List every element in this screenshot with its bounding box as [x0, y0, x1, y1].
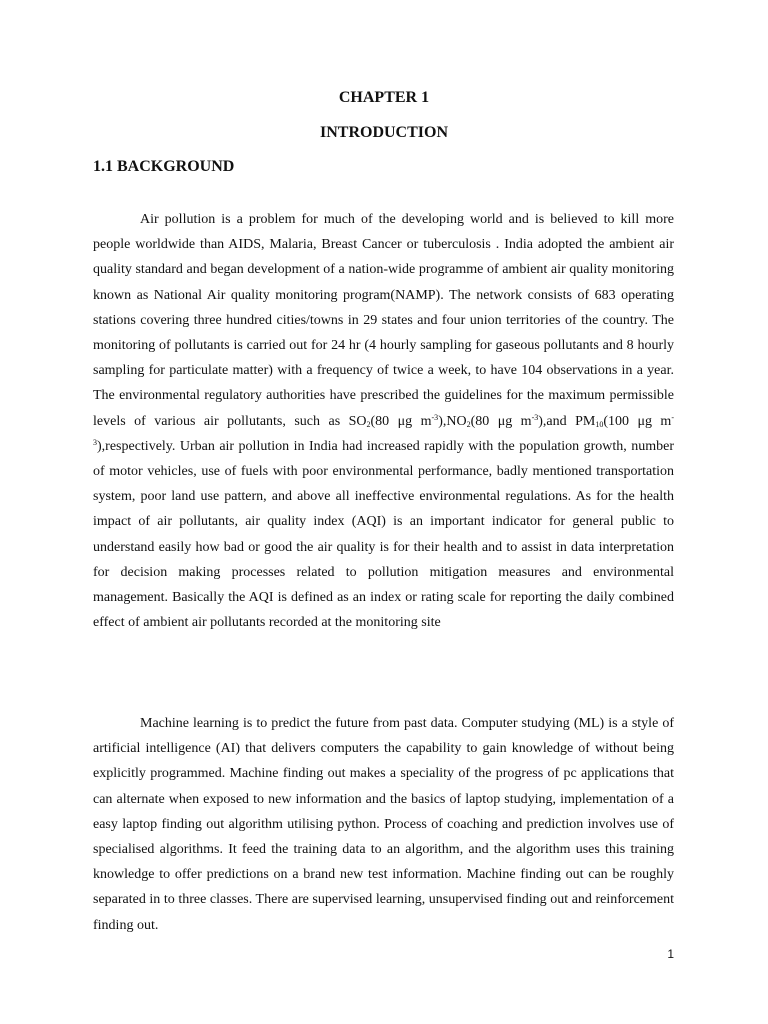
chapter-title: INTRODUCTION [319, 124, 448, 141]
no2-unit-exponent: -3 [531, 412, 539, 422]
so2-limit: (80 μg m [370, 413, 432, 429]
section-heading: 1.1 BACKGROUND [93, 158, 235, 175]
no2-limit: (80 μg m [470, 413, 532, 429]
chapter-label: CHAPTER 1 [338, 89, 430, 106]
paragraph-machine-learning: Machine learning is to predict the future from past data. Computer studying (ML) is a style of artificial intelligence (AI) that delivers computers the capability to gain knowledge of without being explicitly programmed. Machine finding out makes a speciality of the progress of pc applications that can alternate when exposed to new information and the basics of laptop studying, implementation of a easy laptop finding out algorithm utilising python. Process of coaching and prediction involves use of specialised algorithms. It feed the training data to an algorithm, and the algorithm uses this training knowledge to offer predictions on a brand new test information. Machine finding out can be roughly separated in to three classes. There are supervised learning, unsupervised finding out and reinforcement finding out. [93, 716, 674, 933]
paragraph-air-pollution [93, 207, 674, 635]
pm-subscript: 10 [595, 419, 604, 429]
paragraph-text-continued: ),respectively. Urban air pollution in India had increased rapidly with the population growth, number of motor vehicles, use of fuels with poor environmental performance, badly mentioned transportation system, poor land use pattern, and above all ineffective environmental regulations. As for the health impact of air pollutants, air quality index (AQI) is an important indicator for general public to understand easily how bad or good the air quality is for their health and to assist in data interpretation for decision making processes related to pollution mitigation measures and environmental management. Basically the AQI is defined as an index or rating scale for reporting the daily combined effect of ambient air pollutants recorded at the monitoring site [93, 438, 674, 631]
no2-subscript: 2 [466, 419, 471, 429]
pm-limit: (100 μg m [603, 413, 672, 429]
so2-subscript: 2 [366, 419, 371, 429]
pm-unit-exponent: -3 [93, 412, 674, 447]
pm-label: ),and PM [538, 413, 596, 429]
no2-label: ),NO [438, 413, 467, 429]
paragraph-text: Air pollution is a problem for much of the developing world and is believed to kill more people worldwide than AIDS, Malaria, Breast Cancer or tuberculosis . India adopted the ambient air quality standard and began development of a nation-wide programme of ambient air quality monitoring known as National Air quality monitoring program(NAMP). The network consists of 683 operating stations covering three hundred cities/towns in 29 states and four union territories of the country. The monitoring of pollutants is carried out for 24 hr (4 hourly sampling for gaseous pollutants and 8 hourly sampling for particulate matter) with a frequency of twice a week, to have 104 observations in a year. The environmental regulatory authorities have prescribed the guidelines for the maximum permissible levels of various air pollutants, such as SO [93, 212, 674, 429]
page-number: 1 [667, 947, 674, 961]
so2-unit-exponent: -3 [431, 412, 439, 422]
